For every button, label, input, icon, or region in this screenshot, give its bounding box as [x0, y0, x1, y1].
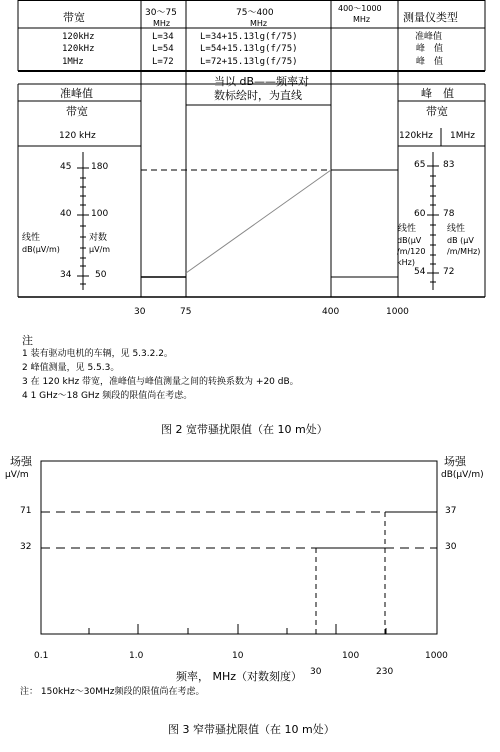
header-400-1000: 400～1000 [338, 4, 382, 13]
row1-bandwidth: 120kHz [62, 32, 95, 42]
row2-meter: 峰 值 [416, 44, 444, 54]
note-2: 2 峰值测量，见 5.5.3。 [22, 363, 120, 373]
fig3-y-right-label: 场强 [444, 455, 466, 468]
note-3: 3 在 120 kHz 带宽，准峰值与峰值测量之间的转换系数为 +20 dB。 [22, 377, 299, 387]
left-uv-tick-50: 50 [95, 270, 107, 280]
right-linear-label: 线性 [398, 224, 417, 234]
row3-low: L=72 [152, 57, 174, 67]
header-75-400-unit: MHz [250, 19, 268, 28]
note-1: 1 装有驱动电机的车辆，见 5.3.2.2。 [22, 349, 173, 359]
left-linear-unit: dB(μV/m) [22, 245, 60, 254]
row2-low: L=54 [152, 44, 174, 54]
row3-bandwidth: 1MHz [62, 57, 84, 67]
left-uv-tick-100: 100 [91, 209, 109, 219]
left-panel-bandwidth-label: 带宽 [66, 105, 88, 118]
fig3-y-left-unit: μV/m [5, 470, 29, 480]
right-linear-unit3: kHz) [397, 258, 415, 267]
left-log-unit: μV/m [89, 245, 111, 254]
fig3-y-right-tick-30: 30 [445, 542, 457, 552]
figure3-caption: 图 3 窄带骚扰限值（在 10 m处） [168, 723, 335, 736]
fig3-x-label: 频率， MHz（对数刻度） [176, 670, 303, 683]
left-db-tick-40: 40 [60, 209, 72, 219]
figure2-caption: 图 2 宽带骚扰限值（在 10 m处） [161, 423, 328, 436]
right-db-tick-60: 60 [414, 209, 426, 219]
freq-tick-400: 400 [322, 307, 340, 317]
row1-low: L=34 [152, 32, 174, 42]
left-uv-tick-180: 180 [91, 162, 109, 172]
fig3-x-tick-0.1: 0.1 [34, 651, 49, 661]
fig3-y-right-unit: dB(μV/m) [441, 470, 484, 480]
right-log-unit2: /m/MHz) [447, 247, 481, 256]
left-db-tick-34: 34 [60, 270, 72, 280]
row2-mid: L=54+15.13lg(f/75) [200, 44, 298, 54]
header-30-75-unit: MHz [153, 19, 171, 28]
right-db-tick-65: 65 [414, 160, 426, 170]
fig3-x-tick-100: 100 [342, 651, 360, 661]
left-panel-title: 准峰值 [60, 87, 93, 100]
right-panel-bandwidth-label: 带宽 [426, 105, 448, 118]
header-30-75: 30～75 [145, 8, 177, 18]
note-4: 4 1 GHz～18 GHz 频段的限值尚在考虑。 [22, 391, 193, 401]
notes-title: 注 [22, 334, 33, 347]
fig3-x-mark-30: 30 [310, 667, 322, 677]
header-400-1000-unit: MHz [353, 15, 371, 24]
row1-meter: 准峰值 [415, 32, 443, 42]
annotation-line2: 数标绘时，为直线 [214, 89, 302, 102]
left-db-tick-45: 45 [60, 162, 72, 172]
header-meter-type: 测量仪类型 [403, 11, 458, 24]
freq-tick-75: 75 [180, 307, 192, 317]
row1-mid: L=34+15.13lg(f/75) [200, 32, 298, 42]
fig3-y-right-tick-37: 37 [445, 506, 457, 516]
right-linear-unit: dB(μV [397, 236, 422, 245]
annotation-line1: 当以 dB——频率对 [214, 75, 310, 88]
row3-mid: L=72+15.13lg(f/75) [200, 57, 298, 67]
left-panel-bandwidth-value: 120 kHz [59, 131, 96, 141]
fig3-y-left-label: 场强 [10, 455, 32, 468]
fig3-x-mark-230: 230 [376, 667, 394, 677]
right-linear-unit2: /m/120 [397, 247, 426, 256]
fig3-note: 注： 150kHz～30MHz频段的限值尚在考虑。 [20, 687, 205, 697]
row2-bandwidth: 120kHz [62, 44, 95, 54]
right-uv-tick-78: 78 [443, 209, 455, 219]
freq-tick-1000: 1000 [386, 307, 409, 317]
right-uv-tick-72: 72 [443, 267, 455, 277]
right-log-unit: dB (μV [447, 236, 474, 245]
fig3-x-tick-10: 10 [232, 651, 244, 661]
right-log-label: 线性 [447, 224, 466, 234]
freq-tick-30: 30 [134, 307, 146, 317]
header-bandwidth: 带宽 [63, 11, 85, 24]
right-bw-1m: 1MHz [450, 131, 475, 141]
fig3-x-tick-1.0: 1.0 [129, 651, 144, 661]
fig3-y-left-tick-71: 71 [20, 506, 32, 516]
right-bw-120k: 120kHz [399, 131, 433, 141]
row3-meter: 峰 值 [416, 57, 444, 67]
right-panel-title: 峰 值 [421, 87, 454, 100]
header-75-400: 75～400 [236, 8, 274, 18]
left-log-label: 对数 [89, 233, 108, 243]
right-db-tick-54: 54 [414, 267, 426, 277]
fig3-y-left-tick-32: 32 [20, 542, 32, 552]
right-uv-tick-83: 83 [443, 160, 455, 170]
fig3-x-tick-1000: 1000 [425, 651, 448, 661]
left-linear-label: 线性 [22, 233, 41, 243]
